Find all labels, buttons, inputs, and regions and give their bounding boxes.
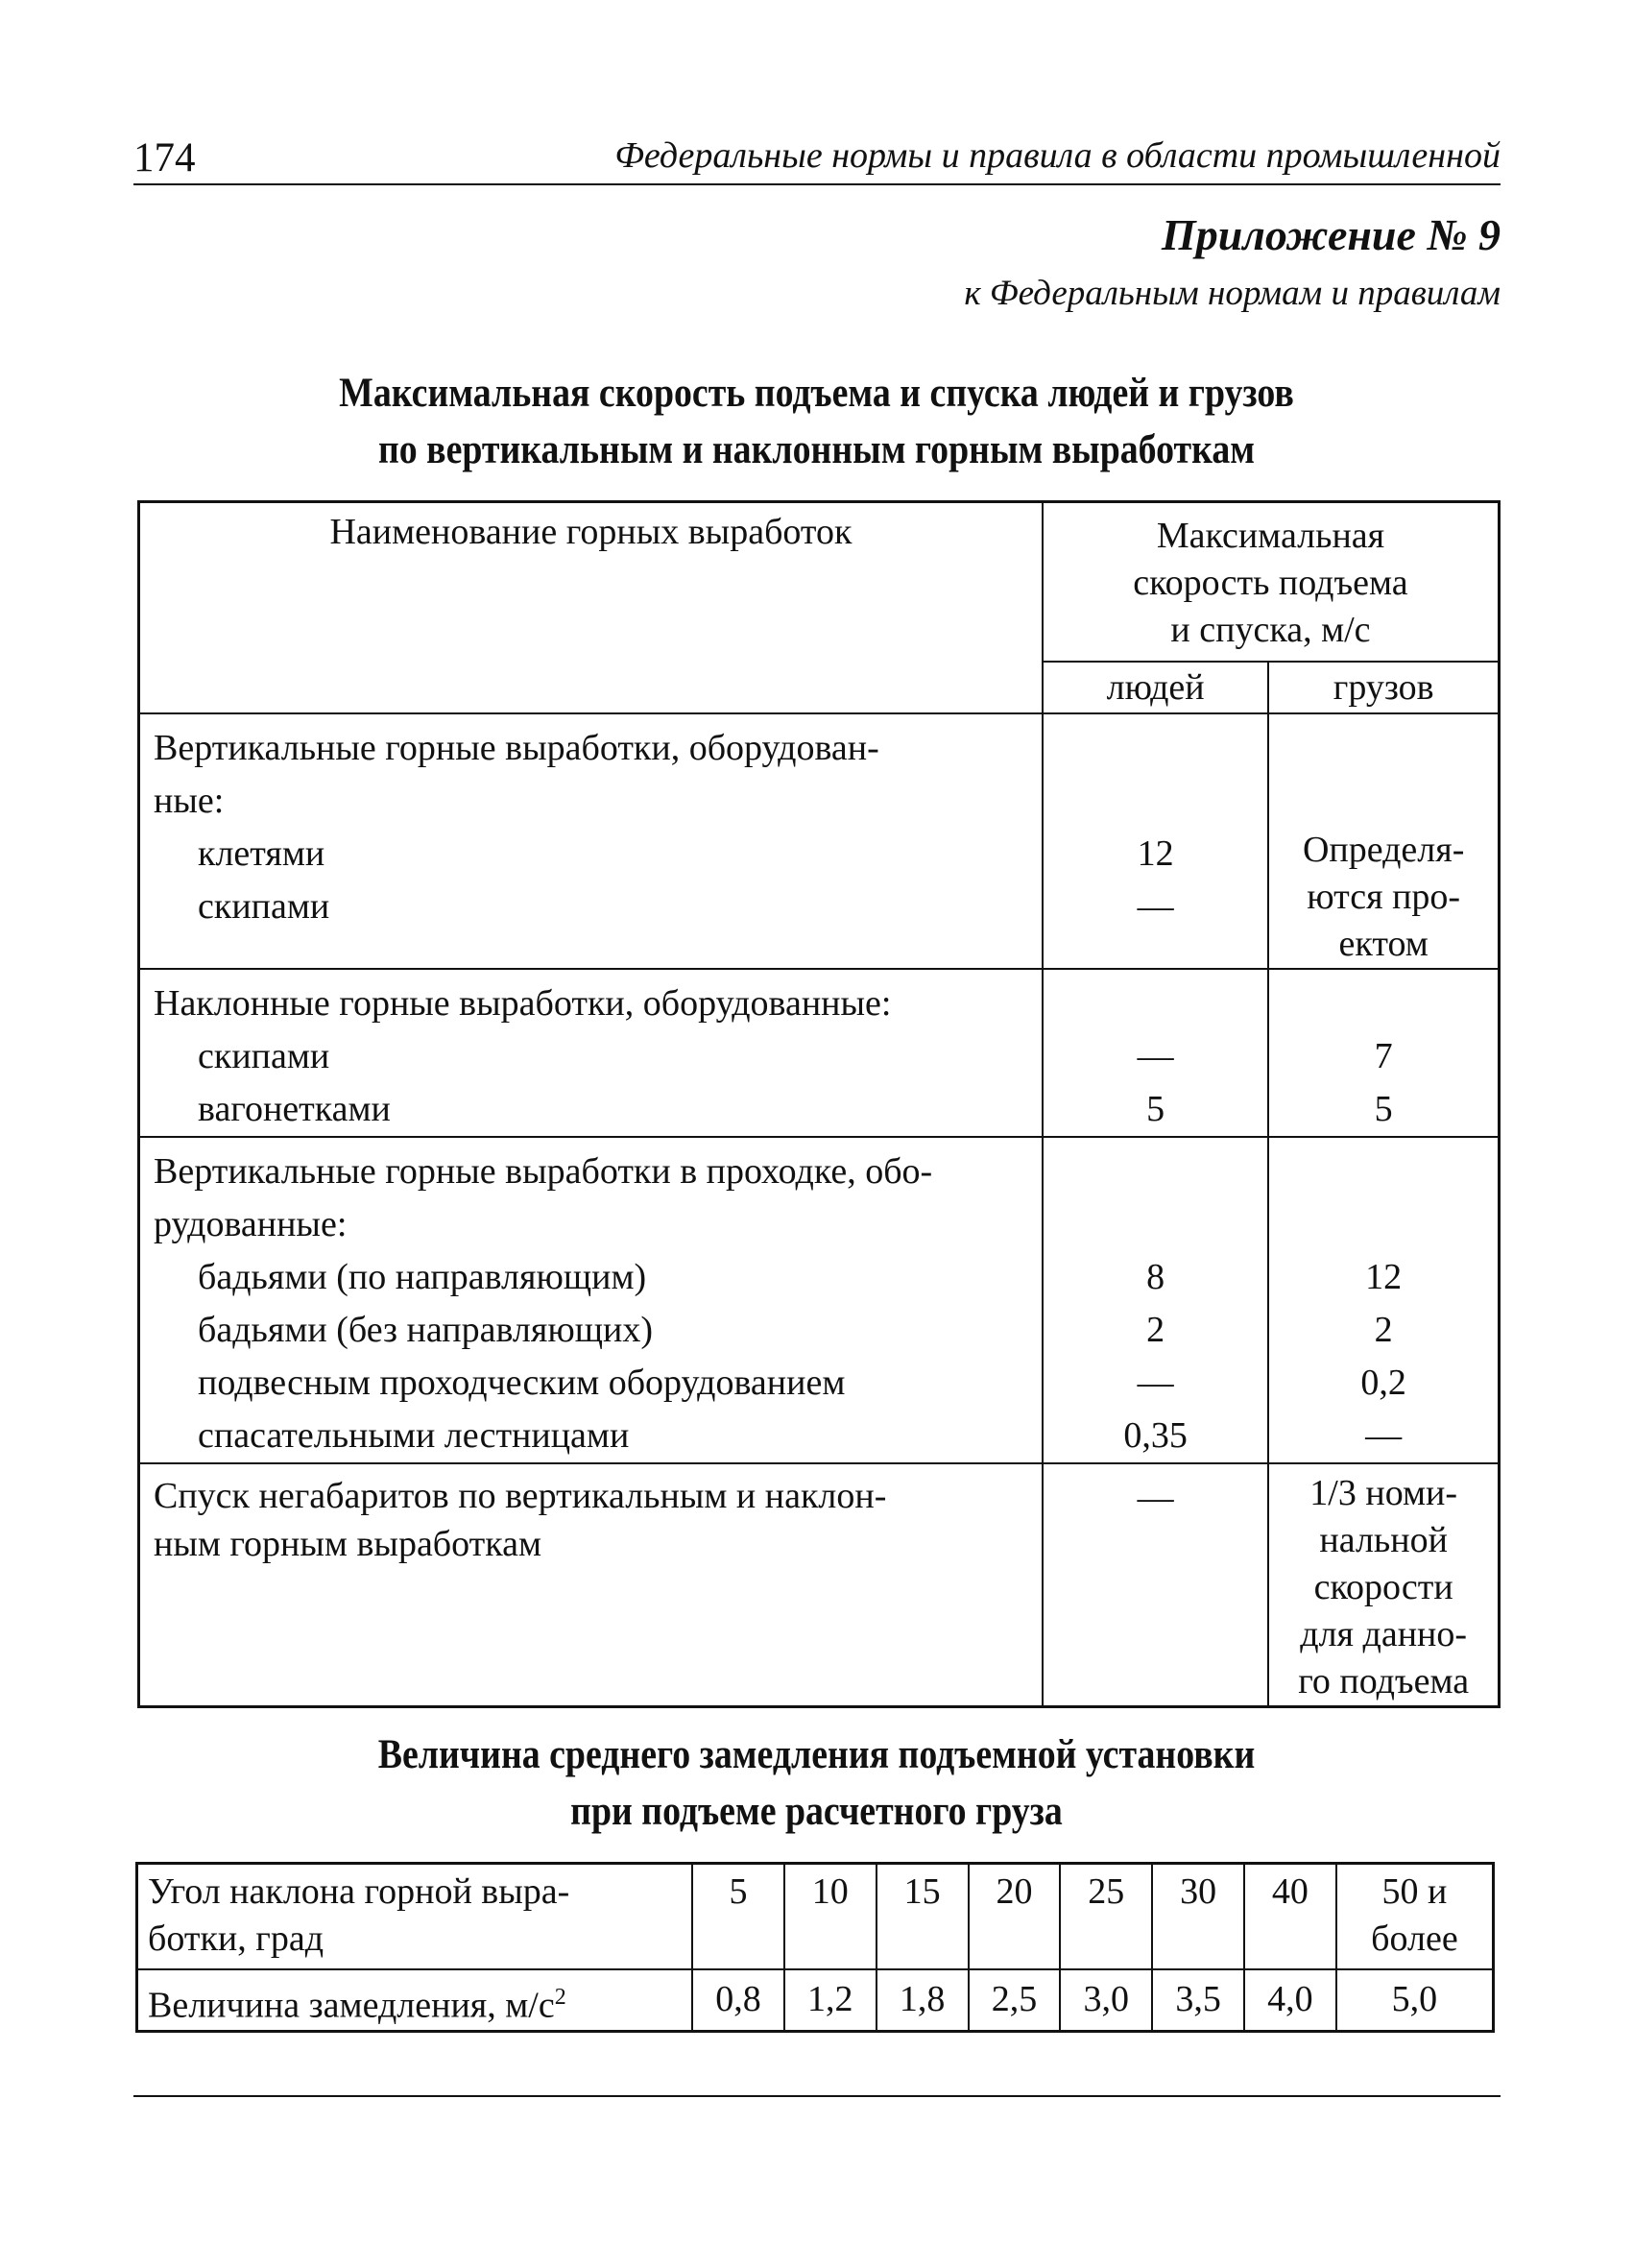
people-value: — [1137,1363,1174,1403]
spacer [1044,1198,1267,1251]
spacer [1044,1146,1267,1198]
cargo-value: 12 [1365,1257,1403,1297]
cargo-value: го подъема [1298,1661,1470,1701]
cargo-value: ются про- [1307,877,1461,917]
running-title: Федеральные нормы и правила в области промышленной [614,135,1501,176]
list-item: скипами [198,886,330,927]
header-rule [133,183,1501,185]
cargo-value: 5 [1374,1089,1393,1129]
table-row [139,713,1500,969]
row-name-cell [139,969,1043,1137]
angle-label-line1: Угол наклона горной выра- [148,1871,570,1912]
cargo-value: 2 [1374,1310,1393,1350]
angle-label-line2: ботки, град [148,1918,324,1959]
people-cell [1043,1137,1268,1463]
people-value: 5 [1146,1089,1165,1129]
people-value: 0,35 [1123,1415,1188,1456]
header-speed-line1: Максимальная [1156,516,1385,556]
list-item: спасательными лестницами [198,1415,630,1456]
cargo-value: — [1365,1415,1403,1456]
people-value: 2 [1146,1310,1165,1350]
angle-label-cell [137,1864,693,1970]
header-name-cell [139,502,1043,714]
decel-label-cell [137,1969,693,2031]
group-title-line: ным горным выработкам [154,1524,542,1564]
people-cell [1043,713,1268,969]
people-value: — [1137,886,1174,927]
table-row [137,1969,1494,2031]
list-item: вагонетками [198,1089,391,1129]
group-title-line: Спуск негабаритов по вертикальным и наклон- [154,1476,887,1516]
group-title-line: Вертикальные горные выработки в проходке, обо- [154,1151,933,1192]
table1-heading [98,365,1535,478]
group-title-line: рудованные: [154,1204,348,1244]
cargo-value: скорости [1313,1567,1453,1607]
decel-label-sup: 2 [554,1985,566,2010]
subheader-people: людей [1043,662,1268,713]
people-value: — [1137,1036,1174,1076]
people-cell [1043,1463,1268,1707]
subheader-cargo: грузов [1268,662,1499,713]
table2-heading-line2: при подъеме расчетного груза [570,1789,1063,1834]
deceleration-table [135,1862,1495,2033]
row-name-cell [139,713,1043,969]
header-speed-line2: скорость подъема [1133,563,1408,603]
angle-cell: 20 [969,1864,1061,1970]
angle-cell: 40 [1244,1864,1336,1970]
speed-table [137,500,1501,1708]
cargo-cell [1268,969,1499,1137]
cargo-value: 0,2 [1360,1363,1406,1403]
angle-cell: 25 [1060,1864,1152,1970]
angle-cell: 5 [692,1864,784,1970]
spacer [1044,775,1267,828]
decel-label: Величина замедления, м/с [148,1985,555,2026]
group-title-line: ные: [154,781,225,821]
cargo-value: нальной [1319,1520,1448,1560]
header-speed-line3: и спуска, м/с [1170,610,1371,650]
row-name-cell [139,1463,1043,1707]
list-item: клетями [198,833,325,874]
cargo-value: 1/3 номи- [1309,1473,1458,1513]
people-cell [1043,969,1268,1137]
cargo-value: 7 [1374,1036,1393,1076]
header-speed-cell [1043,502,1500,663]
table2-heading-line1: Величина среднего замедления подъемной установки [377,1732,1256,1777]
table-row [137,1864,1494,1970]
angle-cell: 10 [784,1864,877,1970]
decel-cell: 2,5 [969,1969,1061,2031]
spacer [1044,722,1267,775]
table1-heading-line2: по вертикальным и наклонным горным выработкам [377,427,1256,472]
cargo-cell [1268,713,1499,969]
spacer [1269,1146,1498,1198]
decel-cell: 1,2 [784,1969,877,2031]
angle-last-line1: 50 и [1381,1871,1448,1912]
angle-cell-last [1336,1864,1494,1970]
list-item: бадьями (по направляющим) [198,1257,647,1297]
people-value: 12 [1137,833,1174,874]
cargo-value: для данно- [1300,1614,1468,1654]
list-item: подвесным проходческим оборудованием [198,1363,846,1403]
decel-cell: 0,8 [692,1969,784,2031]
decel-cell-last: 5,0 [1336,1969,1494,2031]
angle-cell: 30 [1152,1864,1244,1970]
table-header-row [139,502,1500,663]
footer-rule [133,2095,1501,2097]
spacer [1269,720,1498,827]
people-value: — [1137,1478,1174,1518]
page-number: 174 [133,135,196,181]
decel-cell: 1,8 [877,1969,969,2031]
table-row [139,969,1500,1137]
decel-cell: 3,0 [1060,1969,1152,2031]
decel-cell: 3,5 [1152,1969,1244,2031]
spacer [1269,977,1498,1030]
people-value: 8 [1146,1257,1165,1297]
table-row [139,1463,1500,1707]
list-item: скипами [198,1036,330,1076]
group-title-line: Вертикальные горные выработки, оборудован- [154,728,879,768]
appendix-title: Приложение № 9 [1161,210,1501,259]
cargo-value: ектом [1338,924,1429,964]
decel-cell: 4,0 [1244,1969,1336,2031]
cargo-cell [1268,1463,1499,1707]
table-row [139,1137,1500,1463]
angle-last-line2: более [1371,1918,1458,1959]
table2-heading [98,1726,1535,1840]
spacer [1044,977,1267,1030]
header-name-text: Наименование горных выработок [329,512,853,552]
spacer [1269,1198,1498,1251]
table1-heading-line1: Максимальная скорость подъема и спуска людей и грузов [339,371,1294,416]
angle-cell: 15 [877,1864,969,1970]
list-item: бадьями (без направляющих) [198,1310,653,1350]
cargo-cell [1268,1137,1499,1463]
row-name-cell [139,1137,1043,1463]
appendix-subtitle: к Федеральным нормам и правилам [964,274,1501,313]
cargo-value: Определя- [1302,830,1465,870]
group-title-line: Наклонные горные выработки, оборудованные: [154,983,892,1024]
